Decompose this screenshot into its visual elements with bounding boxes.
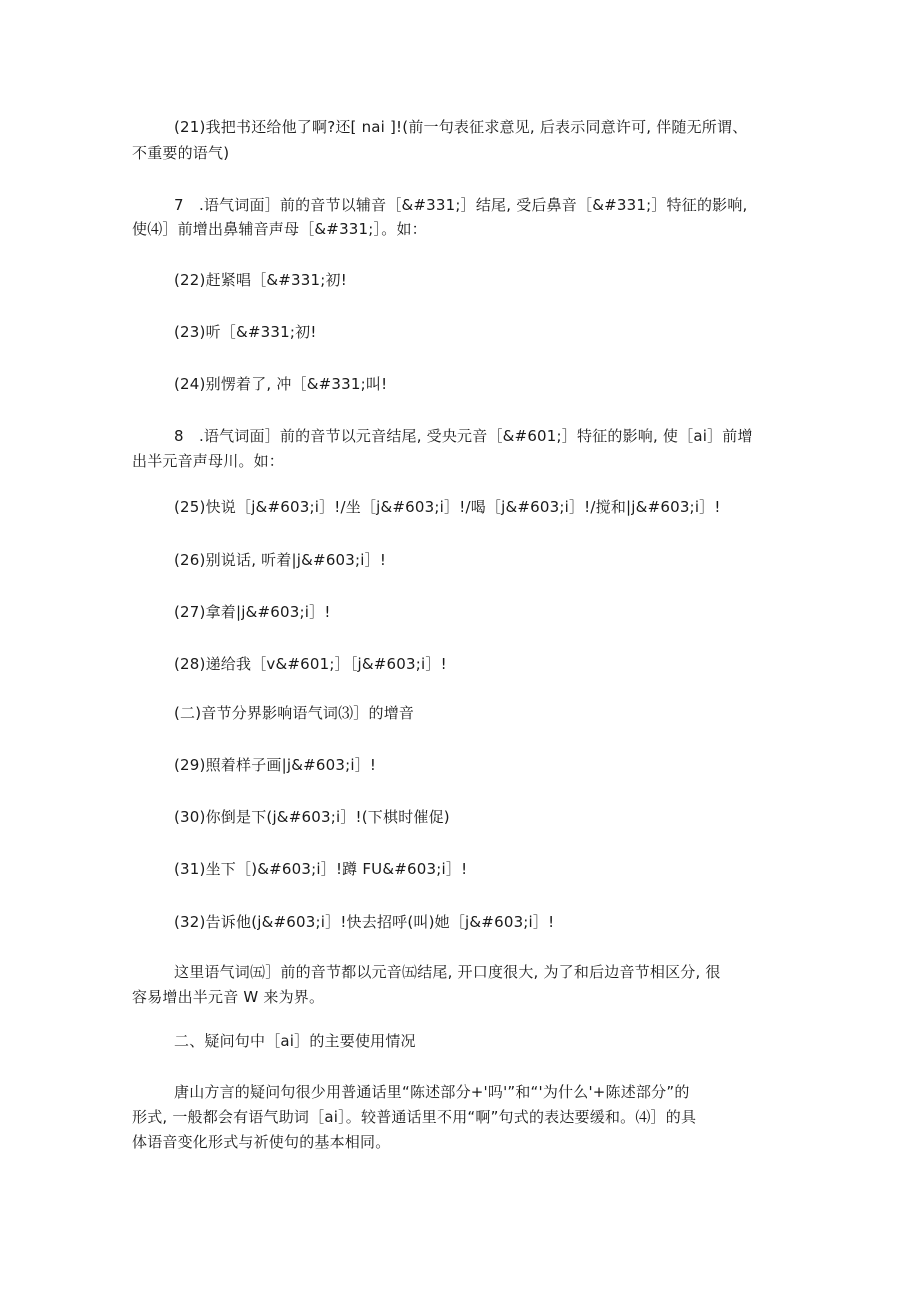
example-28: (28)递给我［v&#601;］［j&#603;i］!	[174, 655, 447, 673]
section-heading-syllable-boundary: (二)音节分界影响语气词⑶］的增音	[174, 704, 415, 722]
example-26: (26)别说话, 听着|j&#603;i］!	[174, 551, 387, 569]
example-31: (31)坐下［)&#603;i］!蹲 FU&#603;i］!	[174, 860, 468, 878]
paragraph-questions: 唐山方言的疑问句很少用普通话里“陈述部分+'吗'”和“'为什么'+陈述部分”的	[174, 1083, 690, 1101]
paragraph-rule-7-cont: 使⑷］前增出鼻辅音声母［&#331;］。如：	[132, 220, 427, 238]
example-22: (22)赶紧唱［&#331;初!	[174, 271, 347, 289]
example-25: (25)快说［j&#603;i］!/坐［j&#603;i］!/喝［j&#603;i］!/搅和|j&#603;i］!	[174, 498, 721, 516]
example-30: (30)你倒是下(j&#603;i］!(下棋时催促)	[174, 808, 450, 826]
paragraph-questions-cont-2: 体语音变化形式与祈使句的基本相同。	[132, 1133, 391, 1151]
paragraph-explanation: 这里语气词㈤］前的音节都以元音㈤结尾, 开口度很大, 为了和后边音节相区分, 很	[174, 963, 721, 981]
example-23: (23)听［&#331;初!	[174, 323, 317, 341]
paragraph-rule-7: 7 .语气词面］前的音节以辅音［&#331;］结尾, 受后鼻音［&#331;］特征的影响,	[174, 196, 748, 214]
paragraph-example-21-cont: 不重要的语气)	[132, 144, 230, 162]
paragraph-explanation-cont: 容易增出半元音 W 来为界。	[132, 988, 325, 1006]
paragraph-rule-8: 8 .语气词面］前的音节以元音结尾, 受央元音［&#601;］特征的影响, 使［ai］前增	[174, 427, 753, 445]
example-29: (29)照着样子画|j&#603;i］!	[174, 756, 377, 774]
section-heading-questions: 二、疑问句中［ai］的主要使用情况	[174, 1032, 416, 1050]
paragraph-rule-8-cont: 出半元音声母川。如：	[132, 452, 285, 470]
example-27: (27)拿着|j&#603;i］!	[174, 603, 331, 621]
example-24: (24)别愣着了, 冲［&#331;叫!	[174, 375, 388, 393]
paragraph-questions-cont-1: 形式, 一般都会有语气助词［ai］。较普通话里不用“啊”句式的表达要缓和。⑷］的具	[132, 1108, 697, 1126]
example-32: (32)告诉他(j&#603;i］!快去招呼(叫)她［j&#603;i］!	[174, 913, 555, 931]
paragraph-example-21: (21)我把书还给他了啊?还[ nai ]!(前一句表征求意见, 后表示同意许可, 伴随无所谓、	[174, 118, 748, 136]
